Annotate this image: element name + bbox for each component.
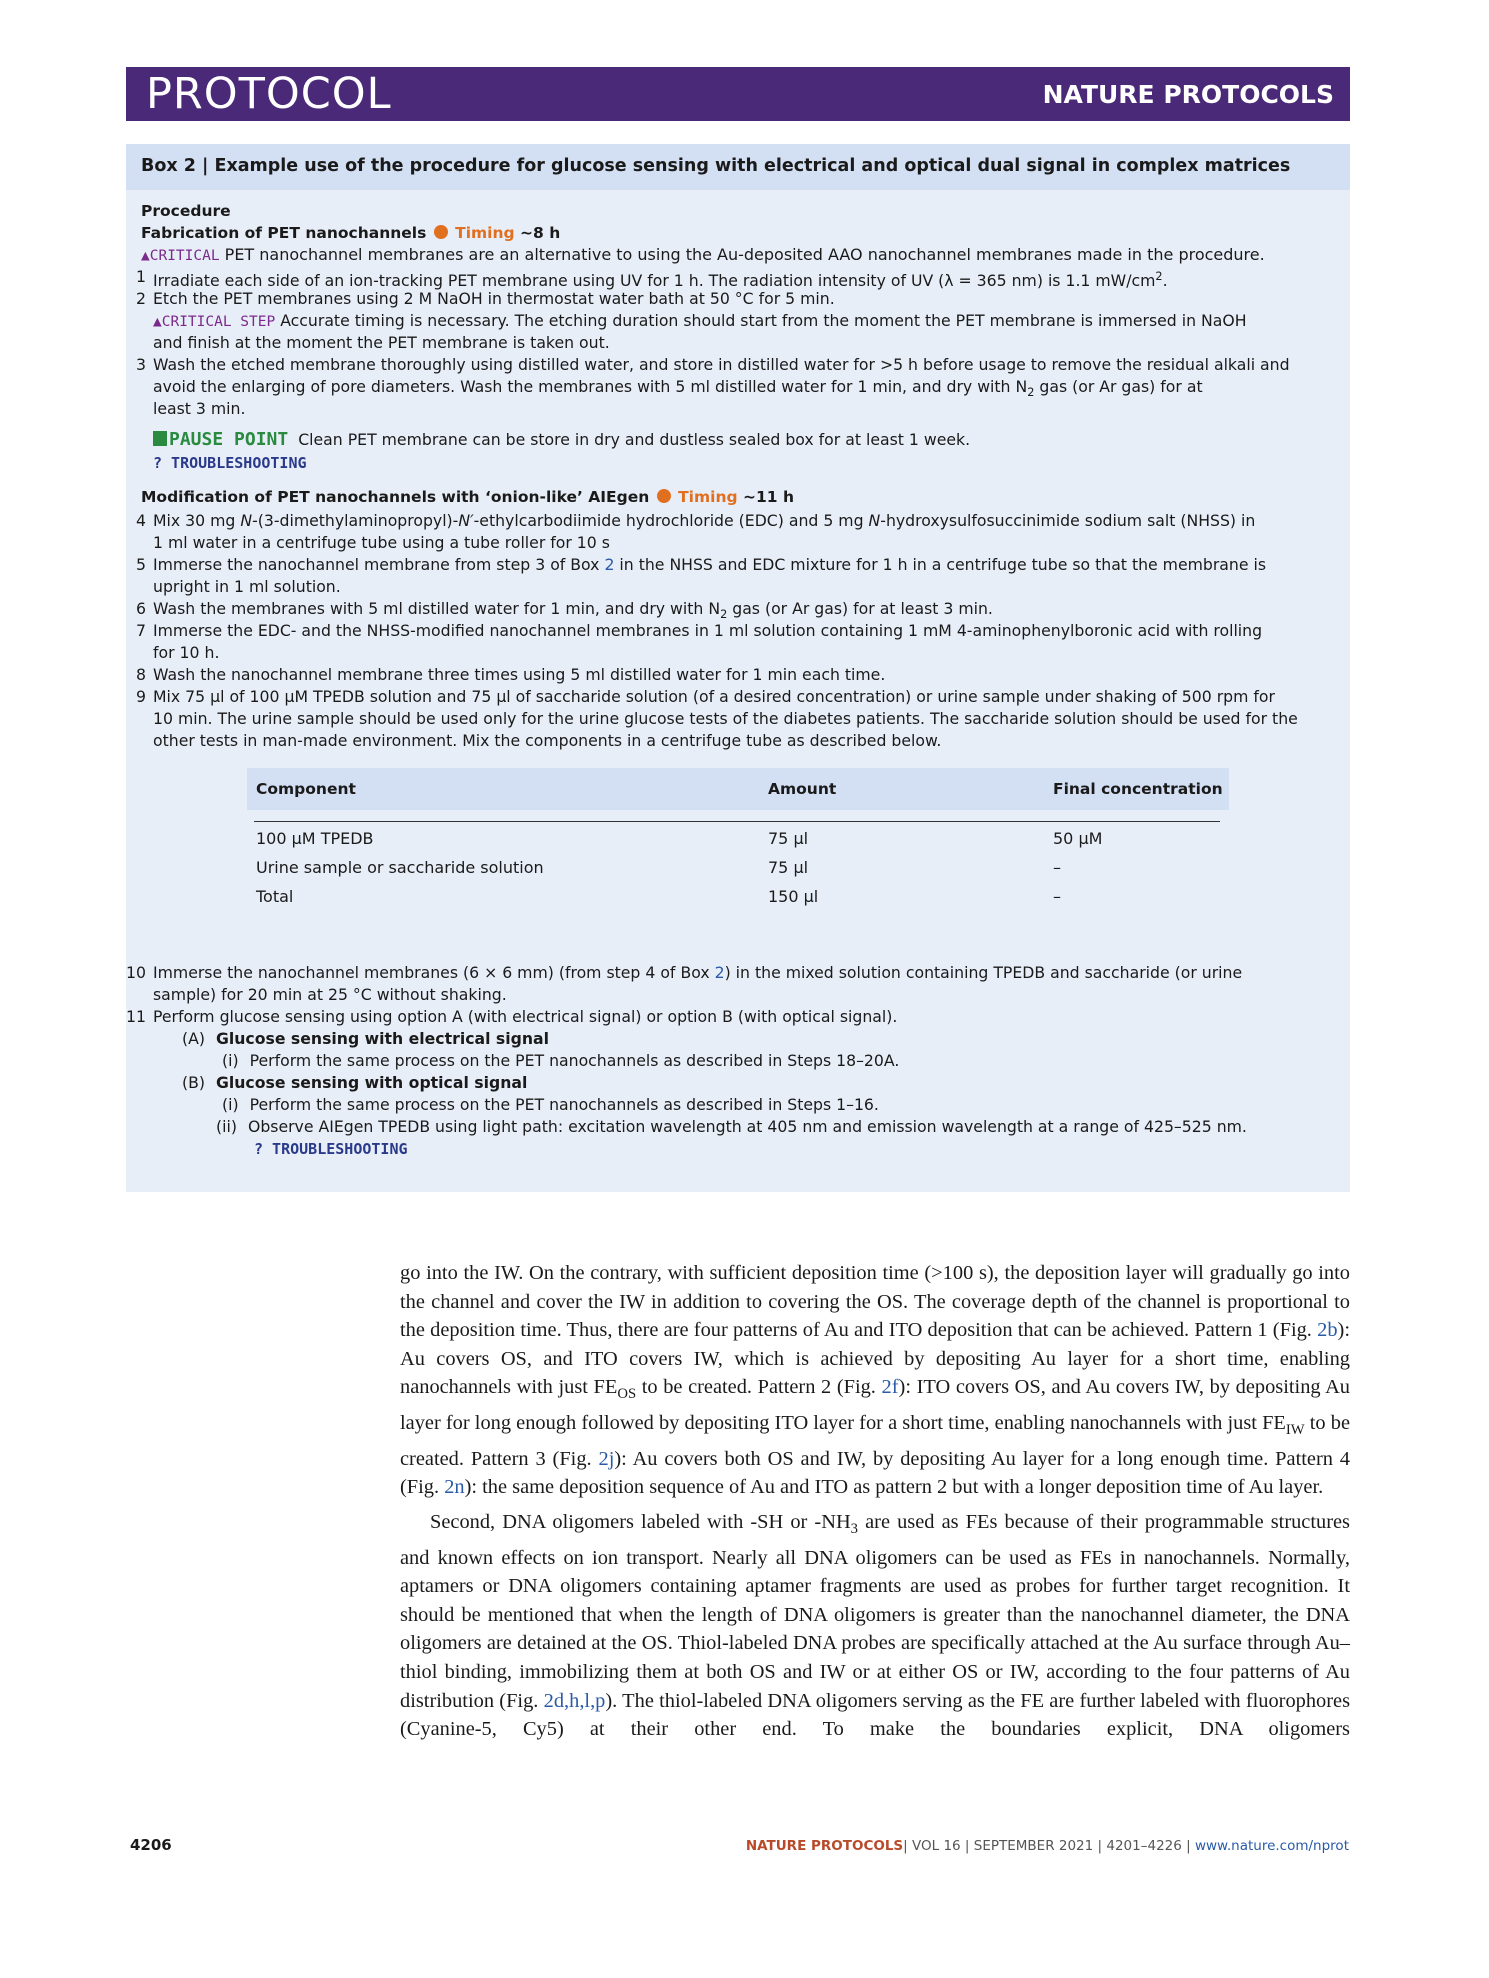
step-number: 11 <box>126 1007 146 1026</box>
footer-journal: NATURE PROTOCOLS <box>745 1838 904 1854</box>
option-b-i: (i) Perform the same process on the PET nanochannels as described in Steps 1–16. <box>222 1095 879 1114</box>
timing-label: Timing <box>678 488 738 506</box>
table-header-component: Component <box>256 780 356 798</box>
procedure-label: Procedure <box>141 202 231 220</box>
figure-link[interactable]: 2n <box>444 1476 465 1499</box>
step-number: 2 <box>136 289 146 308</box>
option-b-label: (B) <box>182 1073 206 1092</box>
pause-label: PAUSE POINT <box>169 429 289 450</box>
option-b <box>182 1072 527 1094</box>
step-number: 1 <box>136 267 146 286</box>
step-text: Etch the PET membranes using 2 M NaOH in thermostat water bath at 50 °C for 5 min. <box>153 289 835 308</box>
critical-step-text: ▲CRITICAL STEP Accurate timing is necessary. The etching duration should start from the moment the PET membrane is immersed in NaOH <box>153 311 1247 330</box>
critical-note <box>141 244 1265 267</box>
box-link[interactable]: 2 <box>604 555 615 574</box>
journal-header-bar <box>126 67 1350 121</box>
page-number: 4206 <box>130 1836 172 1854</box>
footer-url-link[interactable]: www.nature.com/nprot <box>1194 1838 1349 1854</box>
step-number: 9 <box>136 687 146 706</box>
section-label: PROTOCOL <box>146 69 392 119</box>
modification-heading: Modification of PET nanochannels with ‘onion-like’ AIEgen Timing ~11 h <box>141 488 794 506</box>
step-text: Wash the etched membrane thoroughly using distilled water, and store in distilled water for >5 h before usage to remove the residual alkali and <box>153 355 1290 374</box>
timing-dot-icon <box>657 489 671 503</box>
box-2: Box 2 | Example use of the procedure for glucose sensing with electrical and optical dual signal in complex matrices Procedure Fabrication of PET nanochannels Timing ~8 h ▲CRITICAL PET nanochannel membranes are an alternative to using the Au-deposited AAO nanochannel membranes made in the procedure. 1 Irradiate each side of an ion-tracking PET membrane using UV for 1 h. The radiation intensity of UV (λ = 365 nm) is 1.1 $mW/cm^2$. 2 Etch the PET membranes using 2 M NaOH in thermostat water bath at 50 °C for 5 min. ▲CRITICAL STEP Accurate timing is necessary. The etching duration should start from the moment the PET membrane is immersed in NaOH and finish at the moment the PET membrane is taken out. 3 Wash the etched membrane thoroughly using distilled water, and store in distilled water for >5 h before usage to remove the residual alkali and avoid the enlarging of pore diameters. Wash the membranes with 5 ml distilled water for 1 min, and dry with $N_2$ gas (or Ar gas) for at least 3 min. PAUSE POINT Clean PET membrane can be store in dry and dustless sealed box for at least 1 week. ? TROUBLESHOOTING Modification of PET nanochannels with ‘onion-like’ AIEgen Timing ~11 h 4 Mix 30 mg N-(3-dimethylaminopropyl)-N′-ethylcarbodiimide hydrochloride (EDC) and 5 mg N-hydroxysulfosuccinimide sodium salt (NHSS) in 1 ml water in a centrifuge tube using a tube roller for 10 s 5 Immerse the nanochannel membrane from step 3 of Box 2 in the NHSS and EDC mixture for 1 h in a centrifuge tube so that the membrane is upright in 1 ml solution. 6 Wash the membranes with 5 ml distilled water for 1 min, and dry with $N_2$ gas (or Ar gas) for at least 3 min. 7 Immerse the EDC- and the NHSS-modified nanochannel membranes in 1 ml solution containing 1 mM 4-aminophenylboronic acid with rolling for 10 h. 8 Wash the nanochannel membrane three times using 5 ml distilled water for 1 min each time. 9 Mix 75 μl of 100 μM TPEDB solution and 75 μl of saccharide solution (of a desired concentration) or urine sample under shaking of 500 rpm for 10 min. The urine sample should be used only for the urine glucose tests of the diabetes patients. The saccharide solution should be used for the other tests in man-made environment. Mix the components in a centrifuge tube as described below. Component Amount Final concentration 100 μM TPEDB 75 μl 50 μM Urine sample or saccharide solution 75 μl – Total 150 μl – 10 Immerse the nanochannel membranes (6 × 6 mm) (from step 4 of Box 2) in the mixed solution containing TPEDB and saccharide (or urine sample) for 20 min at 25 °C without shaking. 11 Perform glucose sensing using option A (with electrical signal) or option B (with optical signal). (A) Glucose sensing with electrical signal (i) Perform the same process on the PET nanochannels as described in Steps 18–20A. (B) Glucose sensing with optical signal (i) Perform the same process on the PET nanochannels as described in Steps 1–16. (ii) Observe AIEgen TPEDB using light path: excitation wavelength at 405 nm and emission wavelength at a range of 425–525 nm. ? TROUBLESHOOTING <box>126 144 1350 1192</box>
timing-value: ~11 h <box>743 488 794 506</box>
option-a-label: (A) <box>182 1029 205 1048</box>
fabrication-heading-text: Fabrication of PET nanochannels <box>141 224 427 242</box>
fabrication-heading <box>141 222 560 244</box>
table-divider <box>254 821 1220 822</box>
figure-link[interactable]: 2j <box>598 1447 615 1470</box>
step-number: 7 <box>136 621 146 640</box>
figure-link[interactable]: 2d,h,l,p <box>543 1689 606 1712</box>
step-number: 8 <box>136 665 146 684</box>
box-link[interactable]: 2 <box>714 963 725 982</box>
step-number: 5 <box>136 555 146 574</box>
footer-citation <box>746 1838 1349 1854</box>
table-header-amount: Amount <box>768 780 837 798</box>
step-number: 3 <box>136 355 146 374</box>
body-paragraph-2: Second, DNA oligomers labeled with -SH or $-NH_3$ are used as FEs because of their programmable structures and known effects on ion transport. Nearly all DNA oligomers can be used as FEs in nanochannels. Normally, aptamers or DNA oligomers containing aptamer fragments are used as probes for further target recognition. It should be mentioned that when the length of DNA oligomers is greater than the nanochannel diameter, the DNA oligomers are detained at the OS. Thiol-labeled DNA probes are specifically attached at the Au surface through Au–thiol binding, immobilizing them at both OS and IW or at either OS or IW, according to the four patterns of Au distribution (Fig. 2d,h,l,p). The thiol-labeled DNA oligomers serving as the FE are further labeled with fluorophores (Cyanine-5, Cy5) at their other end. To make the boundaries explicit, DNA oligomers <box>400 1510 1351 1741</box>
pause-text: Clean PET membrane can be store in dry and dustless sealed box for at least 1 week. <box>298 430 971 449</box>
footer-volume-info: | VOL 16 | SEPTEMBER 2021 | 4201–4226 | <box>903 1838 1195 1854</box>
timing-label: Timing <box>455 224 515 242</box>
step-number: 6 <box>136 599 146 618</box>
step-text: Irradiate each side of an ion-tracking PET membrane using UV for 1 h. The radiation intensity of UV (λ = 365 nm) is 1.1 $mW/cm^2$. <box>153 270 1168 291</box>
option-a-title: Glucose sensing with electrical signal <box>215 1029 550 1048</box>
option-b-ii: (ii) Observe AIEgen TPEDB using light path: excitation wavelength at 405 nm and emission wavelength at a range of 425–525 nm. <box>216 1117 1247 1136</box>
figure-link[interactable]: 2b <box>1317 1319 1338 1342</box>
figure-link[interactable]: 2f <box>881 1376 899 1399</box>
journal-name: NATURE PROTOCOLS <box>1042 80 1334 109</box>
critical-step-label: ▲CRITICAL STEP <box>153 314 276 330</box>
step-number: 4 <box>136 511 146 530</box>
article-body <box>400 1259 1350 1744</box>
troubleshooting-link-2[interactable]: ? TROUBLESHOOTING <box>254 1140 408 1158</box>
option-b-title: Glucose sensing with optical signal <box>216 1073 528 1092</box>
pause-square-icon <box>153 431 167 446</box>
critical-text: PET nanochannel membranes are an alternative to using the Au-deposited AAO nanochannel membranes made in the procedure. <box>224 245 1265 264</box>
table-header-row <box>247 768 1229 810</box>
critical-label: ▲CRITICAL <box>141 248 220 264</box>
option-a <box>182 1028 549 1050</box>
body-paragraph-1: go into the IW. On the contrary, with sufficient deposition time (>100 s), the deposition layer will gradually go into the channel and cover the IW in addition to covering the OS. The coverage depth of the channel is proportional to the deposition time. Thus, there are four patterns of Au and ITO deposition that can be achieved. Pattern 1 (Fig. 2b): Au covers OS, and ITO covers IW, which is achieved by depositing Au layer for a short time, enabling nanochannels with just $FE_{OS}$ to be created. Pattern 2 (Fig. 2f): ITO covers OS, and Au covers IW, by depositing Au layer for long enough followed by depositing ITO layer for a short time, enabling nanochannels with just $FE_{IW}$ to be created. Pattern 3 (Fig. 2j): Au covers both OS and IW, by depositing Au layer for a long enough time. Pattern 4 (Fig. 2n): the same deposition sequence of Au and ITO as pattern 2 but with a longer deposition time of Au layer. <box>400 1262 1351 1499</box>
step-number: 10 <box>126 963 146 982</box>
option-a-i: (i) Perform the same process on the PET nanochannels as described in Steps 18–20A. <box>222 1051 900 1070</box>
timing-value: ~8 h <box>520 224 561 242</box>
box-title: Box 2 | Example use of the procedure for glucose sensing with electrical and optical dual signal in complex matrices <box>126 144 1350 190</box>
timing-dot-icon <box>434 225 448 239</box>
table-header-final-concentration: Final concentration <box>1053 780 1223 798</box>
